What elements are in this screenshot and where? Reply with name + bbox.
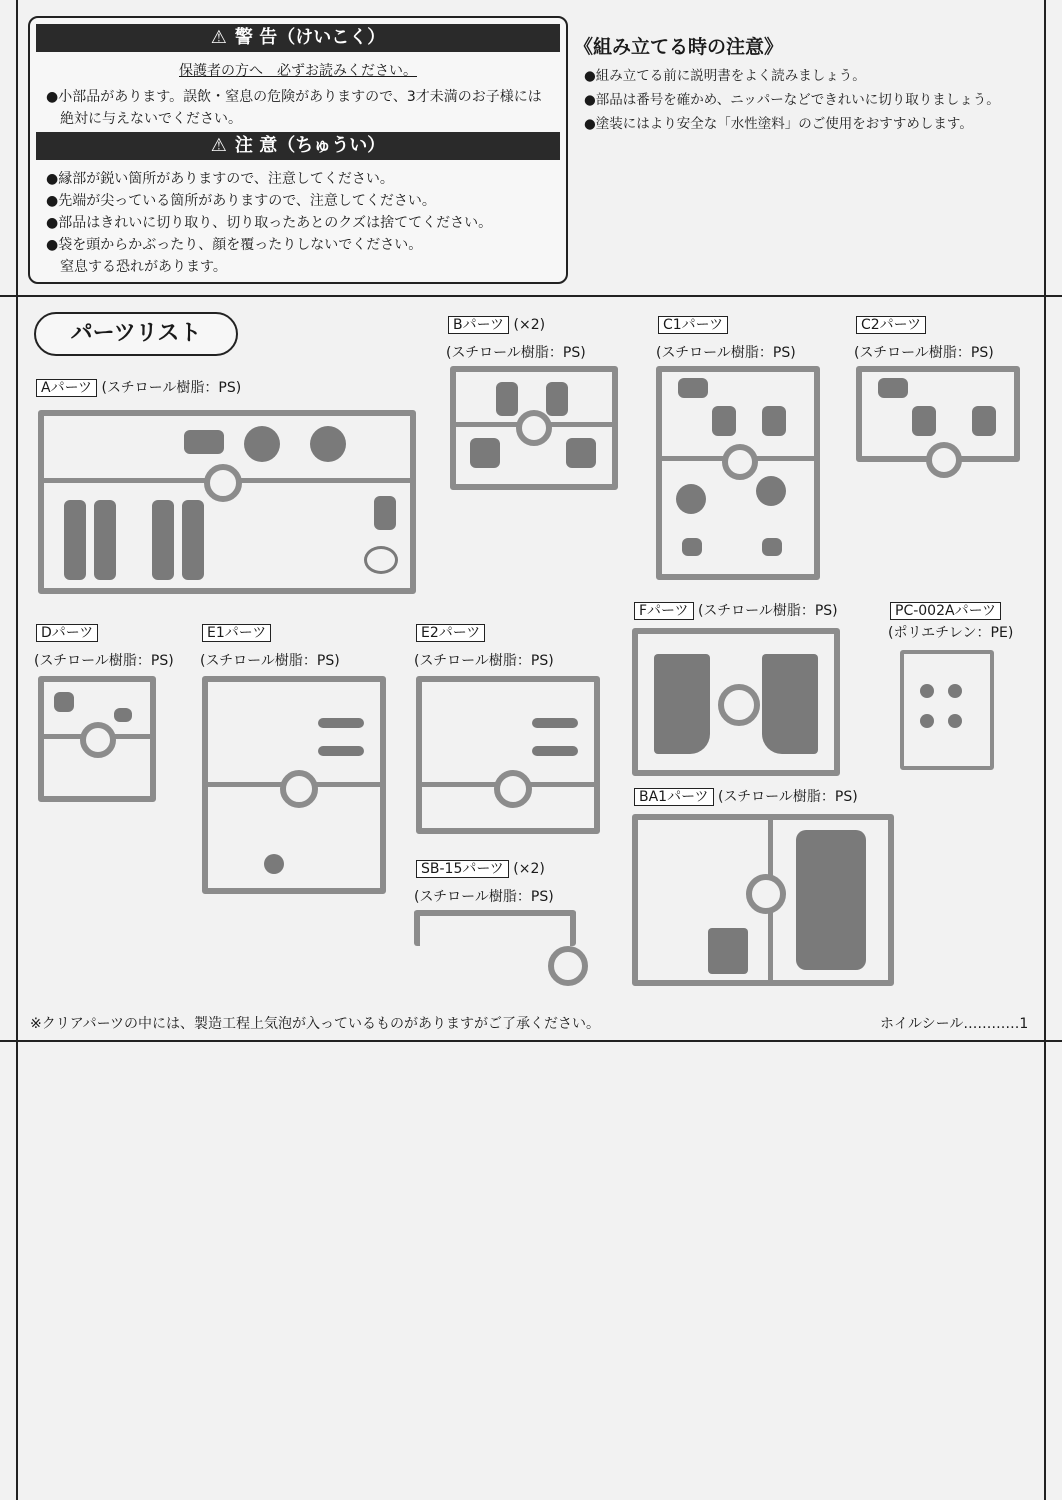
caution-heading: ⚠ 注 意（ちゅうい）: [36, 132, 560, 160]
parts-material-b: (スチロール樹脂：PS): [446, 345, 586, 361]
runner-d: [38, 676, 156, 802]
runner-sb15: [414, 910, 576, 946]
assembly-note: ●塗装にはより安全な「水性塗料」のご使用をおすすめします。: [584, 116, 973, 132]
runner-a: [38, 410, 416, 594]
parts-label-ba1: BA1パーツ (スチロール樹脂：PS): [634, 786, 858, 806]
runner-c1: [656, 366, 820, 580]
divider-top: [0, 295, 1062, 297]
parts-material-c2: (スチロール樹脂：PS): [854, 345, 994, 361]
runner-ba1: [632, 814, 894, 986]
warning-sub: 保護者の方へ 必ずお読みください。: [179, 63, 417, 79]
parts-label-b: Bパーツ (×2): [448, 314, 545, 334]
part-c1-11: [682, 538, 702, 556]
parts-material-e1: (スチロール樹脂：PS): [200, 653, 340, 669]
part-c1-8: [756, 476, 786, 506]
caution-line: ●先端が尖っている箇所がありますので、注意してください。: [46, 193, 436, 209]
parts-material-sb15: (スチロール樹脂：PS): [414, 889, 554, 905]
part-a10: [182, 500, 204, 580]
part-a11: [244, 426, 280, 462]
part-f2: [762, 654, 818, 754]
clear-parts-note: ※クリアパーツの中には、製造工程上気泡が入っているものがありますがご了承ください。: [30, 1016, 601, 1032]
part-c1-3: [712, 406, 736, 436]
parts-label-e2: E2パーツ: [416, 622, 485, 642]
runner-e2: [416, 676, 600, 834]
part-e2-12: [532, 718, 578, 728]
part-ba1-4: [796, 830, 866, 970]
part-c2-5: [972, 406, 996, 436]
caution-line: ●縁部が鋭い箇所がありますので、注意してください。: [46, 171, 394, 187]
part-a18: [374, 496, 396, 530]
part-c1-6: [676, 484, 706, 514]
page-border-right: [1044, 0, 1046, 1500]
parts-label-sb15: SB-15パーツ (×2): [416, 858, 545, 878]
runner-c2: [856, 366, 1020, 462]
part-a9: [152, 500, 174, 580]
warning-line: ●小部品があります。誤飲・窒息の危険がありますので、3才未満のお子様には: [46, 89, 542, 105]
parts-label-pc002a: PC-002Aパーツ: [890, 600, 1001, 620]
part-pc-3: [948, 684, 962, 698]
warning-triangle-icon: ⚠: [210, 27, 227, 48]
assembly-note: ●組み立てる前に説明書をよく読みましょう。: [584, 68, 866, 84]
parts-label-f: Fパーツ (スチロール樹脂：PS): [634, 600, 838, 620]
part-c1-5: [762, 406, 786, 436]
part-b3: [546, 382, 568, 416]
part-e1-12: [318, 718, 364, 728]
caution-line: ●部品はきれいに切り取り、切り取ったあとのクズは捨ててください。: [46, 215, 493, 231]
part-pc-5: [948, 714, 962, 728]
warning-triangle-icon: ⚠: [210, 135, 227, 156]
parts-label-a: Aパーツ (スチロール樹脂：PS): [36, 377, 241, 397]
runner-e1: [202, 676, 386, 894]
part-a7: [64, 500, 86, 580]
part-d1: [54, 692, 74, 712]
part-pc-4: [920, 714, 934, 728]
part-a22: [364, 546, 398, 574]
part-e1-14: [318, 746, 364, 756]
parts-material-c1: (スチロール樹脂：PS): [656, 345, 796, 361]
parts-material-d: (スチロール樹脂：PS): [34, 653, 174, 669]
part-c1-1: [678, 378, 708, 398]
parts-list-title: パーツリスト: [34, 312, 238, 356]
runner-b: [450, 366, 618, 490]
parts-label-c2: C2パーツ: [856, 314, 926, 334]
parts-material-e2: (スチロール樹脂：PS): [414, 653, 554, 669]
parts-label-d: Dパーツ: [36, 622, 98, 642]
assembly-notes-title: 《組み立てる時の注意》: [574, 36, 784, 58]
assembly-note: ●部品は番号を確かめ、ニッパーなどできれいに切り取りましょう。: [584, 92, 1000, 108]
part-f1: [654, 654, 710, 754]
warning-heading: ⚠ 警 告（けいこく）: [36, 24, 560, 52]
part-c1-14: [762, 538, 782, 556]
part-pc-2: [920, 684, 934, 698]
caution-line: ●袋を頭からかぶったり、顔を覆ったりしないでください。: [46, 237, 423, 253]
parts-label-e1: E1パーツ: [202, 622, 271, 642]
part-c2-3: [912, 406, 936, 436]
caution-line: 窒息する恐れがあります。: [46, 259, 227, 275]
page-border-left: [16, 0, 18, 1500]
runner-f: [632, 628, 840, 776]
runner-pc002a: [900, 650, 994, 770]
part-a6: [184, 430, 224, 454]
parts-label-c1: C1パーツ: [658, 314, 728, 334]
foil-sticker-count: ホイルシール…………1: [880, 1016, 1029, 1032]
part-b2: [496, 382, 518, 416]
warning-box: [28, 16, 568, 284]
divider-bottom: [0, 1040, 1062, 1042]
part-e1-24: [264, 854, 284, 874]
parts-material-pc002a: (ポリエチレン：PE): [888, 625, 1014, 641]
part-c2-1: [878, 378, 908, 398]
part-b6: [470, 438, 500, 468]
part-e2-14: [532, 746, 578, 756]
part-a12: [310, 426, 346, 462]
part-b7: [566, 438, 596, 468]
part-d2: [114, 708, 132, 722]
warning-line: 絶対に与えないでください。: [46, 111, 242, 127]
part-a8: [94, 500, 116, 580]
part-ba1-3: [708, 928, 748, 974]
